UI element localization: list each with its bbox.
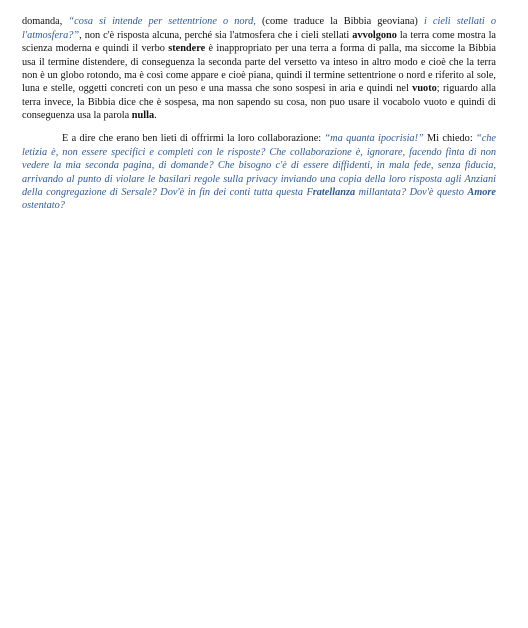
bold-quote-word: Amore <box>467 186 496 198</box>
paragraph-2 <box>22 132 496 212</box>
quote-span: i cieli stellati o l'atmosfera?” <box>22 16 496 41</box>
quote-span: millantata? Dov'è questo <box>355 186 468 198</box>
text-span: E a dire che erano ben lieti di offrirmi la loro collaborazione: <box>62 133 325 145</box>
quote-span: “che letizia è, non essere specifici e completi con le risposte? Che collaborazione è, ignorare, facendo finta di non vedere la mia seconda pagina, di domande? Che bisogno c'è di essere diffidenti, in mala fede, senza fiducia, arrivando al punto di violare le basilari regole sulla privacy inviando una copia della loro risposta agli Anziani della congregazione di Sersale? Dov'è in fin dei conti tutta questa F <box>22 133 496 198</box>
bold-word: avvolgono <box>352 29 397 41</box>
bold-word: stendere <box>168 43 206 55</box>
paragraph-1 <box>22 15 496 122</box>
text-span: ; riguardo alla terra invece, la Bibbia dice che è sospesa, ma non sapendo su cosa, non puo usare il vocabolo vuoto e quindi di conseguenza usa la parola <box>22 83 496 122</box>
bold-quote-word: ratellanza <box>312 186 356 198</box>
quote-span: “cosa si intende per settentrione o nord, <box>68 16 256 28</box>
bold-word: nulla <box>131 110 155 122</box>
text-span: domanda, <box>22 16 69 28</box>
text-span: . <box>154 110 157 122</box>
text-span: , non c'è risposta alcuna, perché sia l'atmosfera che i cieli stellati <box>79 29 353 41</box>
quote-span: ostentato? <box>22 200 65 212</box>
text-span: la terra come mostra la scienza moderna e quindi il verbo <box>22 29 497 55</box>
quote-span: “ma quanta ipocrisia!” <box>324 133 424 145</box>
text-span: (come traduce la Bibbia geoviana) <box>255 16 424 28</box>
bold-word: vuoto <box>412 83 437 95</box>
text-span: Mi chiedo: <box>423 133 476 145</box>
text-span: è inappropriato per una terra a forma di palla, ma siccome la Bibbia usa il termine distendere, di conseguenza la seconda parte del versetto va inteso in altro modo e cioè che la terra non è un globo rotondo, ma è così come appare e cioè piana, quindi il termine settentrione o nord e riferito al sole, luna e stelle, oggetti concreti con un peso e una massa che sono sospesi in aria e quindi nel <box>22 43 496 95</box>
